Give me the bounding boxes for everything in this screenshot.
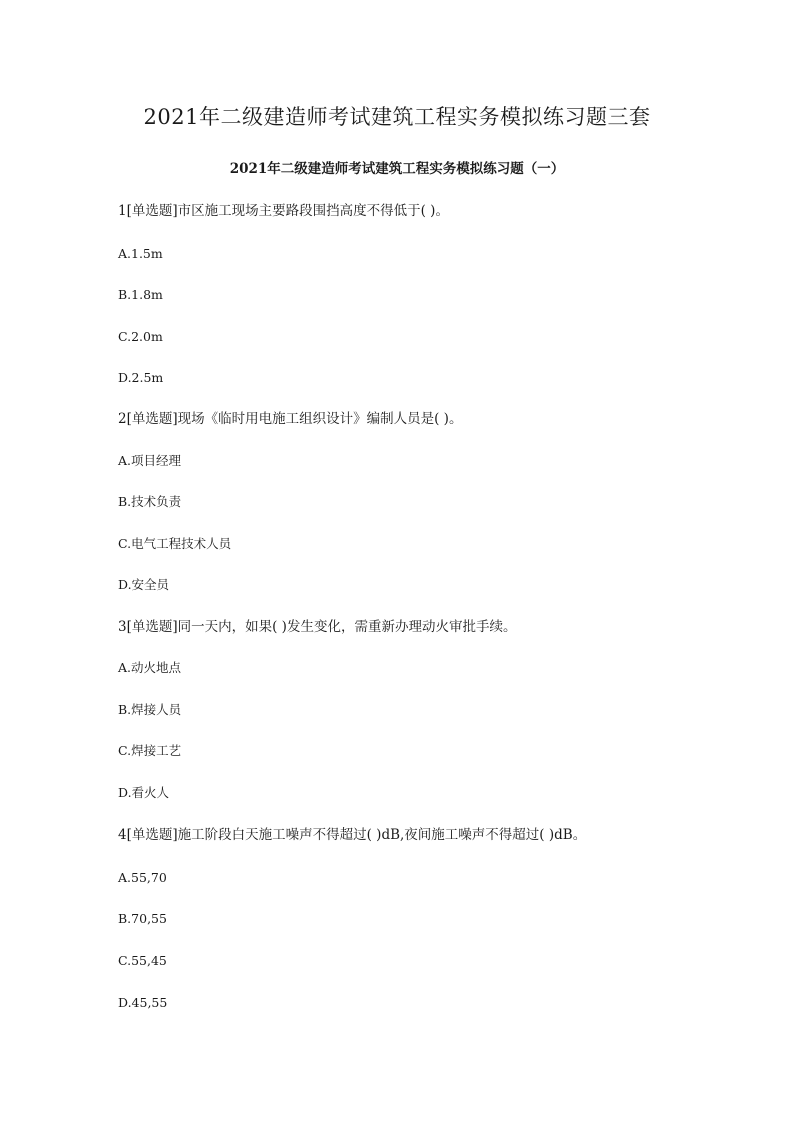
- question-2-option-b: B.技术负责: [118, 494, 182, 509]
- question-3-option-d: D.看火人: [118, 785, 170, 800]
- question-4-option-d: D.45,55: [118, 995, 168, 1010]
- question-3-option-c: C.焊接工艺: [118, 743, 182, 758]
- question-4-option-b: B.70,55: [118, 911, 167, 926]
- question-2-option-c: C.电气工程技术人员: [118, 536, 232, 551]
- page-title: 2021年二级建造师考试建筑工程实务模拟练习题三套: [143, 105, 651, 129]
- question-1-option-b: B.1.8m: [118, 287, 163, 302]
- section-title: 2021年二级建造师考试建筑工程实务模拟练习题（一）: [229, 161, 565, 177]
- question-3-text: 3[单选题]同一天内，如果( )发生变化，需重新办理动火审批手续。: [118, 619, 517, 635]
- question-1-text: 1[单选题]市区施工现场主要路段围挡高度不得低于( )。: [118, 203, 449, 219]
- question-3-option-b: B.焊接人员: [118, 702, 182, 717]
- question-4-option-c: C.55,45: [118, 953, 167, 968]
- question-1-option-d: D.2.5m: [118, 370, 164, 385]
- question-1-option-a: A.1.5m: [118, 246, 163, 261]
- question-2-option-d: D.安全员: [118, 577, 170, 592]
- question-1-option-c: C.2.0m: [118, 329, 163, 344]
- question-3-option-a: A.动火地点: [118, 660, 182, 675]
- question-2-text: 2[单选题]现场《临时用电施工组织设计》编制人员是( )。: [118, 411, 463, 427]
- question-4-option-a: A.55,70: [118, 870, 167, 885]
- question-4-text: 4[单选题]施工阶段白天施工噪声不得超过( )dB,夜间施工噪声不得超过( )dB。: [118, 827, 587, 843]
- question-2-option-a: A.项目经理: [118, 453, 182, 468]
